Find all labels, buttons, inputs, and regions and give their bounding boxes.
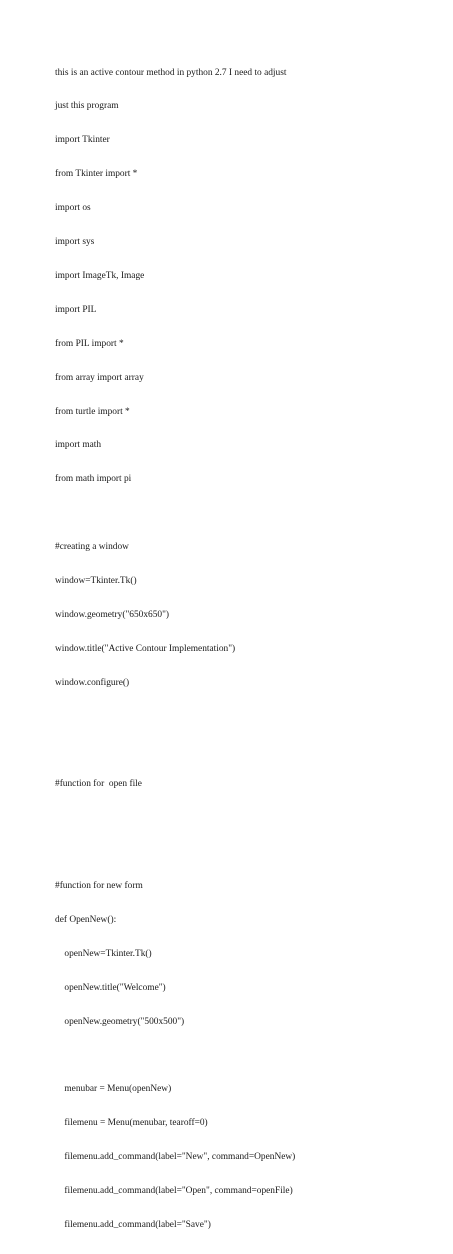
code-line: filemenu = Menu(menubar, tearoff=0) [55, 1118, 208, 1129]
comment-line: #function for new form [55, 880, 143, 891]
code-line: from turtle import * [55, 406, 130, 417]
code-line: filemenu.add_command(label="New", command=OpenNew) [55, 1152, 296, 1163]
code-line: filemenu.add_command(label="Open", command=openFile) [55, 1185, 293, 1196]
code-line: from PIL import * [55, 338, 124, 349]
code-line: import Tkinter [55, 135, 110, 146]
code-line: openNew.title("Welcome") [55, 982, 166, 993]
code-line: window=Tkinter.Tk() [55, 575, 137, 586]
text-line: this is an active contour method in python 2.7 I need to adjust [55, 67, 287, 78]
blank-line [55, 813, 450, 824]
code-text-block [55, 45, 450, 1254]
code-line: filemenu.add_command(label="Save") [55, 1219, 211, 1230]
code-line: window.configure() [55, 677, 130, 688]
comment-line: #creating a window [55, 542, 129, 553]
code-line: from Tkinter import * [55, 169, 138, 180]
blank-line [55, 1050, 450, 1061]
blank-line [55, 847, 450, 858]
code-line: import PIL [55, 304, 97, 315]
comment-line: #function for open file [55, 779, 142, 790]
code-line: openNew=Tkinter.Tk() [55, 948, 152, 959]
code-line: menubar = Menu(openNew) [55, 1084, 172, 1095]
blank-line [55, 745, 450, 756]
code-line: from array import array [55, 372, 144, 383]
code-line: openNew.geometry("500x500") [55, 1016, 185, 1027]
code-line: from math import pi [55, 474, 132, 485]
code-line: window.title("Active Contour Implementation") [55, 643, 236, 654]
code-line: def OpenNew(): [55, 914, 117, 925]
blank-line [55, 508, 450, 519]
code-line: window.geometry("650x650") [55, 609, 170, 620]
blank-line [55, 712, 450, 723]
code-line: import math [55, 440, 102, 451]
code-line: import os [55, 203, 91, 214]
code-line: import sys [55, 237, 95, 248]
code-line: import ImageTk, Image [55, 270, 145, 281]
text-line: just this program [55, 101, 119, 112]
